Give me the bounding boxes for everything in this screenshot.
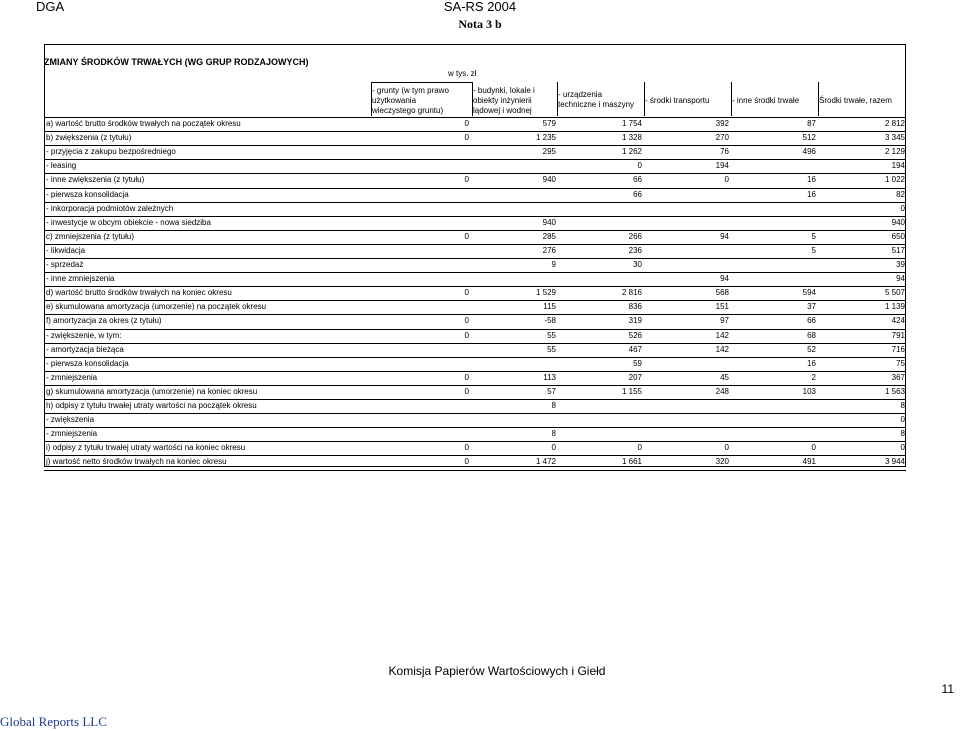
cell-value: 87 bbox=[807, 119, 816, 128]
cell-value: 236 bbox=[628, 245, 642, 255]
row-label: i) odpisy z tytułu trwałej utraty wartości na koniec okresu bbox=[46, 443, 246, 453]
nota-label: Nota 3 b bbox=[458, 17, 502, 31]
column-header-line: lądowej i wodnej bbox=[473, 106, 532, 115]
row-divider bbox=[44, 286, 906, 287]
cell-value: 940 bbox=[891, 217, 905, 227]
row-label: - pierwsza konsolidacja bbox=[46, 189, 129, 199]
table-title: ZMIANY ŚRODKÓW TRWAŁYCH (WG GRUP RODZAJOWYCH) bbox=[44, 57, 309, 67]
table-row bbox=[44, 131, 906, 145]
table-row bbox=[44, 314, 906, 328]
cell-value: 52 bbox=[807, 344, 816, 354]
cell-value: 0 bbox=[464, 133, 469, 143]
row-divider bbox=[44, 202, 906, 203]
cell-value: 16 bbox=[807, 189, 816, 199]
table-row bbox=[44, 399, 906, 413]
table-row bbox=[44, 159, 906, 173]
row-label: - inne zmniejszenia bbox=[46, 274, 115, 284]
row-divider bbox=[44, 117, 906, 118]
cell-value: 1 529 bbox=[535, 288, 556, 298]
row-divider bbox=[44, 385, 906, 386]
column-divider bbox=[818, 82, 819, 116]
column-header-line: wieczystego gruntu) bbox=[372, 106, 444, 115]
row-divider bbox=[44, 357, 906, 358]
column-header-line: użytkowania bbox=[372, 96, 417, 105]
table-row bbox=[44, 329, 906, 343]
cell-value: 940 bbox=[542, 175, 556, 185]
cell-value: 0 bbox=[464, 330, 469, 340]
column-header-line: - środki transportu bbox=[645, 96, 710, 105]
cell-value: 320 bbox=[715, 457, 729, 467]
cell-value: 2 812 bbox=[884, 119, 905, 128]
row-label: c) zmniejszenia (z tytułu) bbox=[46, 231, 135, 241]
cell-value: 3 944 bbox=[884, 457, 905, 467]
row-divider bbox=[44, 427, 906, 428]
cell-value: 207 bbox=[628, 372, 642, 382]
cell-value: 0 bbox=[551, 443, 556, 453]
cell-value: 0 bbox=[811, 443, 816, 453]
cell-value: 55 bbox=[547, 330, 556, 340]
cell-value: 0 bbox=[464, 443, 469, 453]
row-divider bbox=[44, 329, 906, 330]
table-row bbox=[44, 343, 906, 357]
row-divider bbox=[44, 173, 906, 174]
cell-value: 113 bbox=[543, 372, 556, 382]
cell-value: 0 bbox=[900, 443, 905, 453]
cell-value: 1 754 bbox=[621, 119, 642, 128]
row-divider bbox=[44, 244, 906, 245]
cell-value: 392 bbox=[715, 119, 729, 128]
cell-value: 0 bbox=[637, 443, 642, 453]
row-label: - zwiększenia bbox=[46, 415, 95, 425]
row-divider bbox=[44, 371, 906, 372]
row-label: a) wartość brutto środków trwałych na początek okresu bbox=[46, 119, 241, 128]
cell-value: 791 bbox=[891, 330, 905, 340]
cell-value: 66 bbox=[807, 316, 816, 326]
cell-value: 0 bbox=[464, 175, 469, 185]
table-row bbox=[44, 258, 906, 272]
cell-value: 39 bbox=[896, 260, 905, 269]
row-label: - sprzedaż bbox=[46, 260, 84, 269]
brand-footer: Global Reports LLC bbox=[0, 714, 107, 729]
cell-value: 276 bbox=[542, 245, 556, 255]
cell-value: 512 bbox=[802, 133, 816, 143]
table-row bbox=[44, 455, 906, 469]
row-label: - leasing bbox=[46, 161, 77, 171]
column-header bbox=[819, 96, 892, 106]
table-row bbox=[44, 441, 906, 455]
row-label: - inkorporacja podmiotów zależnych bbox=[46, 203, 174, 213]
cell-value: 1 563 bbox=[884, 386, 905, 396]
cell-value: -58 bbox=[544, 316, 556, 326]
cell-value: 3 345 bbox=[884, 133, 905, 143]
column-header-line: - urządzenia bbox=[558, 90, 603, 99]
row-label: - zmniejszenia bbox=[46, 372, 98, 382]
cell-value: 266 bbox=[628, 231, 642, 241]
header-top-rule bbox=[371, 82, 472, 83]
table-row bbox=[44, 216, 906, 230]
cell-value: 0 bbox=[464, 119, 469, 128]
row-divider bbox=[44, 188, 906, 189]
cell-value: 97 bbox=[720, 316, 729, 326]
cell-value: 0 bbox=[464, 457, 469, 467]
cell-value: 0 bbox=[464, 386, 469, 396]
cell-value: 115 bbox=[543, 302, 556, 312]
cell-value: 285 bbox=[542, 231, 556, 241]
row-label: e) skumulowana amortyzacja (umorzenie) na początek okresu bbox=[46, 302, 267, 312]
cell-value: 94 bbox=[720, 231, 729, 241]
row-label: - likwidacja bbox=[46, 245, 86, 255]
row-label: h) odpisy z tytułu trwałej utraty wartości na początek okresu bbox=[46, 401, 257, 410]
cell-value: 0 bbox=[900, 203, 905, 213]
cell-value: 194 bbox=[891, 161, 905, 171]
column-header-line: - inne środki trwałe bbox=[732, 96, 800, 105]
row-label: b) zwiększenia (z tytułu) bbox=[46, 133, 132, 143]
cell-value: 0 bbox=[724, 175, 729, 185]
column-header bbox=[645, 96, 709, 106]
cell-value: 16 bbox=[807, 175, 816, 185]
footer-text: Komisja Papierów Wartościowych i Giełd bbox=[388, 664, 606, 678]
cell-value: 1 139 bbox=[884, 302, 905, 312]
cell-value: 0 bbox=[464, 316, 469, 326]
cell-value: 0 bbox=[464, 288, 469, 298]
cell-value: 0 bbox=[464, 231, 469, 241]
cell-value: 66 bbox=[633, 189, 642, 199]
table-row bbox=[44, 286, 906, 300]
cell-value: 295 bbox=[542, 147, 556, 157]
cell-value: 55 bbox=[547, 344, 556, 354]
table-row bbox=[44, 188, 906, 202]
column-header bbox=[732, 96, 799, 106]
cell-value: 2 bbox=[811, 372, 816, 382]
column-header-line: - budynki, lokale i bbox=[473, 86, 535, 95]
cell-value: 5 507 bbox=[884, 288, 905, 298]
cell-value: 496 bbox=[802, 147, 816, 157]
cell-value: 45 bbox=[720, 372, 729, 382]
cell-value: 0 bbox=[637, 161, 642, 171]
cell-value: 836 bbox=[628, 302, 642, 312]
row-divider bbox=[44, 131, 906, 132]
cell-value: 0 bbox=[724, 443, 729, 453]
cell-value: 319 bbox=[628, 316, 642, 326]
row-label: - zwiększenie, w tym: bbox=[46, 330, 122, 340]
cell-value: 94 bbox=[896, 274, 905, 284]
row-divider bbox=[44, 159, 906, 160]
cell-value: 467 bbox=[628, 344, 642, 354]
cell-value: 66 bbox=[633, 175, 642, 185]
row-divider bbox=[44, 258, 906, 259]
column-header bbox=[473, 86, 535, 116]
row-divider bbox=[44, 413, 906, 414]
cell-value: 2 129 bbox=[884, 147, 905, 157]
cell-value: 37 bbox=[807, 302, 816, 312]
cell-value: 424 bbox=[891, 316, 905, 326]
cell-value: 650 bbox=[891, 231, 905, 241]
cell-value: 8 bbox=[900, 401, 905, 410]
table-row bbox=[44, 272, 906, 286]
row-label: - zmniejszenia bbox=[46, 429, 98, 439]
row-divider bbox=[44, 300, 906, 301]
cell-value: 568 bbox=[715, 288, 729, 298]
table-row bbox=[44, 244, 906, 258]
row-label: d) wartość brutto środków trwałych na koniec okresu bbox=[46, 288, 232, 298]
cell-value: 1 235 bbox=[535, 133, 556, 143]
column-header bbox=[372, 86, 449, 116]
cell-value: 491 bbox=[802, 457, 816, 467]
cell-value: 194 bbox=[715, 161, 729, 171]
row-divider bbox=[44, 455, 906, 456]
row-label: - inwestycje w obcym obiekcie - nowa siedziba bbox=[46, 217, 211, 227]
cell-value: 1 262 bbox=[621, 147, 642, 157]
cell-value: 526 bbox=[628, 330, 642, 340]
row-divider bbox=[44, 230, 906, 231]
table-row bbox=[44, 173, 906, 187]
cell-value: 940 bbox=[542, 217, 556, 227]
cell-value: 75 bbox=[896, 358, 905, 368]
table-row bbox=[44, 371, 906, 385]
cell-value: 94 bbox=[720, 274, 729, 284]
table-row bbox=[44, 427, 906, 441]
cell-value: 142 bbox=[715, 344, 729, 354]
cell-value: 151 bbox=[715, 302, 729, 312]
row-label: f) amortyzacja za okres (z tytułu) bbox=[46, 316, 162, 326]
table-row bbox=[44, 202, 906, 216]
cell-value: 8 bbox=[551, 401, 556, 410]
column-divider bbox=[731, 82, 732, 116]
row-divider bbox=[44, 145, 906, 146]
row-label: - inne zwiększenia (z tytułu) bbox=[46, 175, 145, 185]
cell-value: 82 bbox=[896, 189, 905, 199]
cell-value: 57 bbox=[547, 386, 556, 396]
cell-value: 1 155 bbox=[621, 386, 642, 396]
cell-value: 103 bbox=[802, 386, 816, 396]
column-header-line: obiekty inżynierii bbox=[473, 96, 532, 105]
cell-value: 517 bbox=[891, 245, 905, 255]
table-row bbox=[44, 145, 906, 159]
column-divider bbox=[644, 82, 645, 116]
cell-value: 1 022 bbox=[884, 175, 905, 185]
row-divider bbox=[44, 470, 906, 471]
row-label: - przyjęcia z zakupu bezpośredniego bbox=[46, 147, 176, 157]
cell-value: 5 bbox=[811, 245, 816, 255]
cell-value: 716 bbox=[891, 344, 905, 354]
row-divider bbox=[44, 399, 906, 400]
row-label: j) wartość netto środków trwałych na koniec okresu bbox=[46, 457, 227, 467]
row-label: - pierwsza konsolidacja bbox=[46, 358, 129, 368]
cell-value: 0 bbox=[464, 372, 469, 382]
cell-value: 248 bbox=[715, 386, 729, 396]
cell-value: 367 bbox=[891, 372, 905, 382]
row-divider bbox=[44, 441, 906, 442]
cell-value: 270 bbox=[715, 133, 729, 143]
table-row bbox=[44, 230, 906, 244]
cell-value: 8 bbox=[551, 429, 556, 439]
row-divider bbox=[44, 216, 906, 217]
header-left: DGA bbox=[36, 0, 65, 14]
table-row bbox=[44, 385, 906, 399]
column-header-line: Środki trwałe, razem bbox=[819, 96, 892, 105]
cell-value: 68 bbox=[807, 330, 816, 340]
cell-value: 579 bbox=[542, 119, 556, 128]
table-row bbox=[44, 300, 906, 314]
cell-value: 30 bbox=[633, 260, 642, 269]
column-header-line: - grunty (w tym prawo bbox=[372, 86, 449, 95]
column-header bbox=[558, 90, 634, 110]
page-number: 11 bbox=[941, 682, 954, 696]
column-header-line: techniczne i maszyny bbox=[558, 100, 635, 109]
cell-value: 16 bbox=[807, 358, 816, 368]
cell-value: 76 bbox=[720, 147, 729, 157]
cell-value: 1 472 bbox=[535, 457, 556, 467]
cell-value: 0 bbox=[900, 415, 905, 425]
cell-value: 142 bbox=[715, 330, 729, 340]
column-divider bbox=[371, 82, 372, 116]
header-center: SA-RS 2004 bbox=[443, 0, 517, 14]
cell-value: 2 816 bbox=[621, 288, 642, 298]
cell-value: 8 bbox=[900, 429, 905, 439]
cell-value: 59 bbox=[633, 358, 642, 368]
row-divider bbox=[44, 343, 906, 344]
cell-value: 1 328 bbox=[621, 133, 642, 143]
cell-value: 594 bbox=[802, 288, 816, 298]
column-divider bbox=[472, 82, 473, 116]
row-divider bbox=[44, 314, 906, 315]
table-row bbox=[44, 357, 906, 371]
cell-value: 5 bbox=[811, 231, 816, 241]
table-row bbox=[44, 413, 906, 427]
cell-value: 1 661 bbox=[621, 457, 642, 467]
table-row bbox=[44, 117, 906, 131]
row-label: - amortyzacja bieżąca bbox=[46, 344, 124, 354]
cell-value: 9 bbox=[551, 260, 556, 269]
row-label: g) skumulowana amortyzacja (umorzenie) na koniec okresu bbox=[46, 386, 258, 396]
column-divider bbox=[557, 82, 558, 116]
unit-label: w tys. zł bbox=[448, 69, 477, 78]
row-divider bbox=[44, 272, 906, 273]
